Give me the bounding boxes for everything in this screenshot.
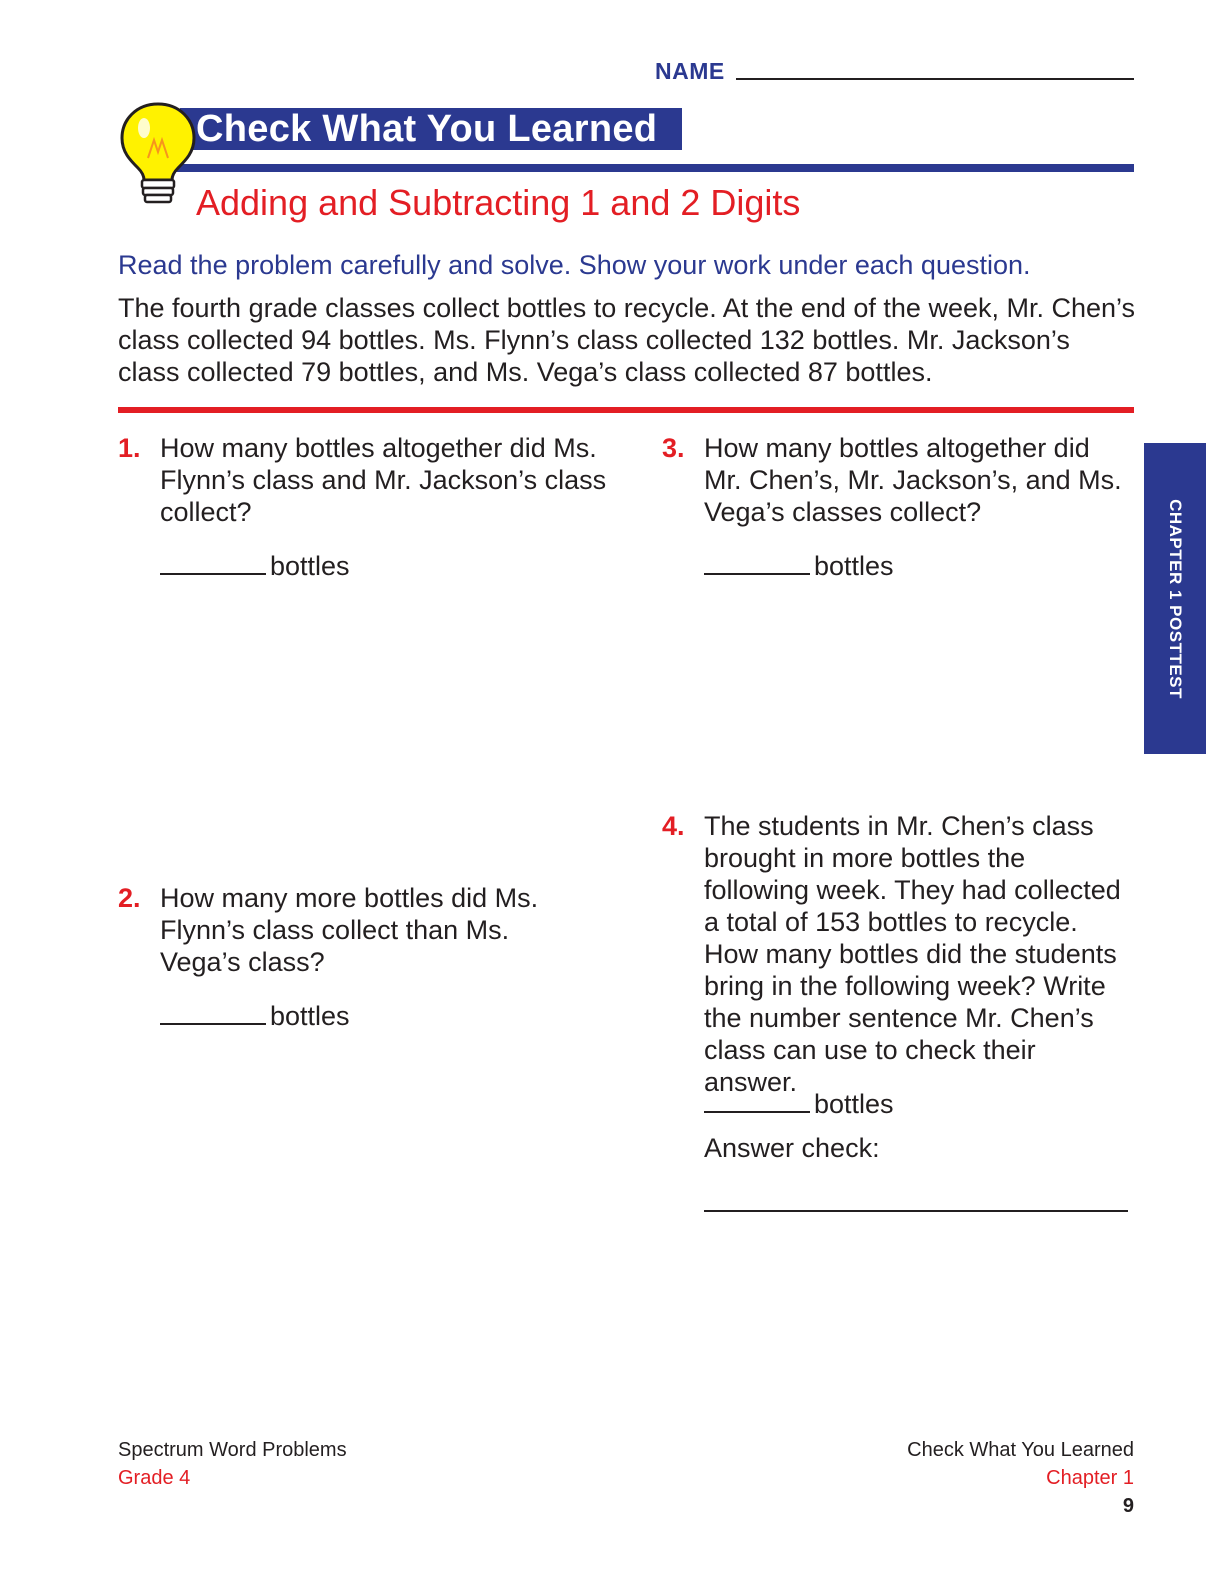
section-divider	[118, 407, 1134, 413]
chapter-tab	[1144, 443, 1206, 754]
question-number: 4.	[662, 811, 685, 841]
question-number: 3.	[662, 433, 685, 463]
page-title: Check What You Learned	[196, 108, 658, 150]
answer-blank[interactable]	[160, 573, 266, 575]
question-text: How many bottles altogether did Mr. Chen’s, Mr. Jackson’s, and Ms. Vega’s classes collect?	[704, 433, 1122, 527]
question-text: How many more bottles did Ms. Flynn’s class collect than Ms. Vega’s class?	[160, 883, 539, 977]
footer-chapter: Chapter 1	[1046, 1467, 1134, 1489]
question-number: 1.	[118, 433, 141, 463]
answer-row	[160, 1000, 350, 1032]
page-number: 9	[1122, 1495, 1134, 1517]
problem-intro: The fourth grade classes collect bottles to recycle. At the end of the week, Mr. Chen’s class collected 94 bottles. Ms. Flynn’s class collected 132 bottles. Mr. Jackson’s class collected 79 bottles, and Ms. Vega’s class collected 87 bottles.	[118, 293, 1136, 387]
answer-check-line[interactable]	[704, 1210, 1128, 1212]
answer-blank[interactable]	[704, 1111, 810, 1113]
answer-blank[interactable]	[160, 1023, 266, 1025]
answer-row	[704, 1088, 894, 1120]
answer-unit: bottles	[270, 1001, 350, 1031]
answer-row	[160, 550, 350, 582]
header-rule	[176, 164, 1134, 172]
answer-row	[704, 550, 894, 582]
lightbulb-icon	[118, 100, 198, 210]
name-label: NAME	[655, 58, 725, 84]
question-text: The students in Mr. Chen’s class brought in more bottles the following week. They had collected a total of 153 bottles to recycle. How many bottles did the students bring in the following week? Write the number sentence Mr. Chen’s class can use to check their answer.	[704, 811, 1121, 1097]
footer-book: Spectrum Word Problems	[118, 1439, 347, 1461]
instructions: Read the problem carefully and solve. Show your work under each question.	[118, 250, 1031, 280]
footer-grade: Grade 4	[118, 1467, 191, 1489]
page-subtitle: Adding and Subtracting 1 and 2 Digits	[196, 182, 801, 223]
chapter-tab-label: CHAPTER 1 POSTTEST	[1166, 498, 1185, 699]
answer-unit: bottles	[814, 551, 894, 581]
answer-check-label: Answer check:	[704, 1133, 880, 1163]
question-text: How many bottles altogether did Ms. Flynn’s class and Mr. Jackson’s class collect?	[160, 433, 607, 527]
answer-blank[interactable]	[704, 573, 810, 575]
name-field-line[interactable]	[736, 78, 1134, 80]
question-number: 2.	[118, 883, 141, 913]
footer-section: Check What You Learned	[907, 1439, 1134, 1461]
answer-unit: bottles	[814, 1089, 894, 1119]
answer-unit: bottles	[270, 551, 350, 581]
